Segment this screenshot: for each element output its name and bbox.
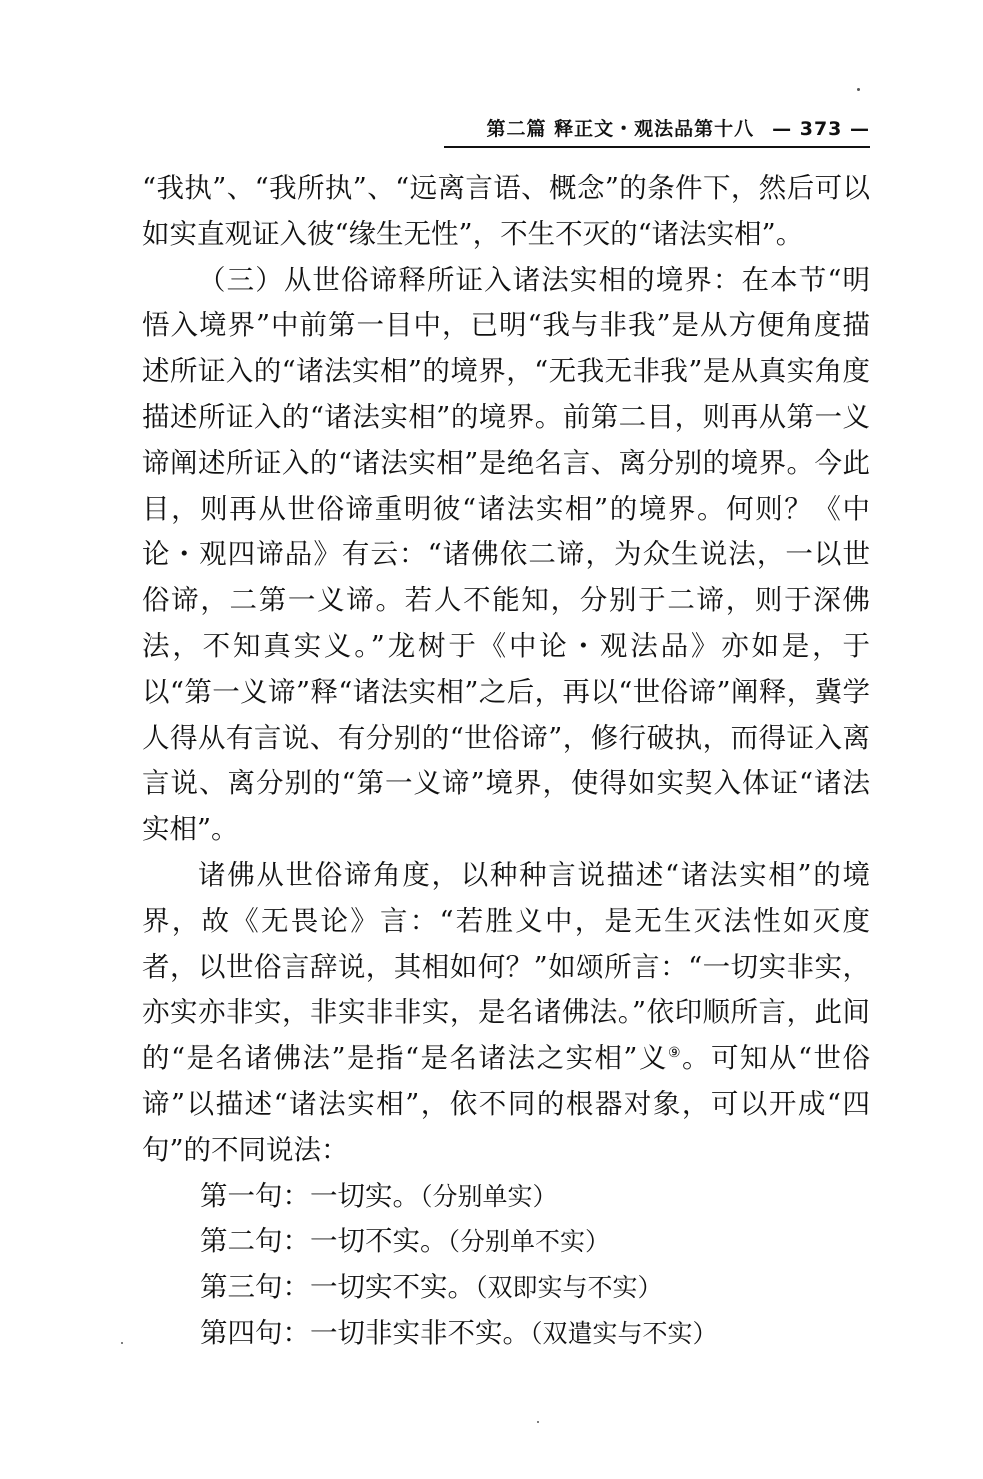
sentence-note: （双遣实与不实） [530, 1318, 718, 1348]
sentence-note: （分别单实） [420, 1181, 558, 1211]
header-rule [444, 146, 870, 148]
four-sentence-3 [142, 1265, 870, 1311]
four-sentence-4 [142, 1311, 870, 1357]
sentence-text: 第四句：一切非实非不实。 [200, 1316, 530, 1349]
sentence-text: 第三句：一切实不实。 [200, 1271, 475, 1304]
sentence-text: 第一句：一切实。 [200, 1179, 420, 1212]
body-text [142, 166, 870, 1357]
chapter-title: 第二篇 释正文・观法品第十八 [486, 118, 755, 140]
scan-speck [121, 1342, 123, 1344]
paragraph-1: “我执”、“我所执”、“远离言语、概念”的条件下，然后可以如实直观证入彼“缘生无性”，不生不灭的“诸法实相”。 [142, 172, 870, 250]
running-header [140, 114, 870, 148]
sentence-text: 第二句：一切不实。 [200, 1225, 448, 1258]
footnote-reference: ⑨ [667, 1044, 683, 1061]
paragraph-3 [142, 853, 870, 1174]
sentence-note: （双即实与不实） [475, 1273, 663, 1303]
sentence-note: （分别单不实） [447, 1227, 611, 1257]
paragraph-3-start: 诸佛从世俗谛角度，以种种言说描述“诸法实相”的境界，故《无畏论》言：“若胜义中，是无生灭法性如灭度者，以世俗言辞说，其相如何？”如颂所言：“一切实非实，亦实亦非实，非实非非实，是名诸佛法。”依印顺所言，此间的“是名诸佛法”是指“是名诸法之实相”义 [142, 858, 870, 1075]
page-number: — 373 — [772, 118, 870, 140]
scan-speck [857, 88, 860, 91]
paragraph-3-end: 。可知从“世俗谛”以描述“诸法实相”，依不同的根器对象，可以开成“四句”的不同说法： [142, 1042, 870, 1166]
four-sentence-1 [142, 1174, 870, 1220]
scan-speck [537, 1421, 539, 1423]
four-sentence-2 [142, 1219, 870, 1265]
paragraph-2: （三）从世俗谛释所证入诸法实相的境界：在本节“明悟入境界”中前第一目中，已明“我与非我”是从方便角度描述所证入的“诸法实相”的境界，“无我无非我”是从真实角度描述所证入的“诸法实相”的境界。前第二目，则再从第一义谛阐述所证入的“诸法实相”是绝名言、离分别的境界。今此目，则再从世俗谛重明彼“诸法实相”的境界。何则？《中论・观四谛品》有云：“诸佛依二谛，为众生说法，一以世俗谛，二第一义谛。若人不能知，分别于二谛，则于深佛法，不知真实义。”龙树于《中论・观法品》亦如是，于以“第一义谛”释“诸法实相”之后，再以“世俗谛”阐释，冀学人得从有言说、有分别的“世俗谛”，修行破执，而得证入离言说、离分别的“第一义谛”境界，使得如实契入体证“诸法实相”。 [142, 263, 870, 846]
